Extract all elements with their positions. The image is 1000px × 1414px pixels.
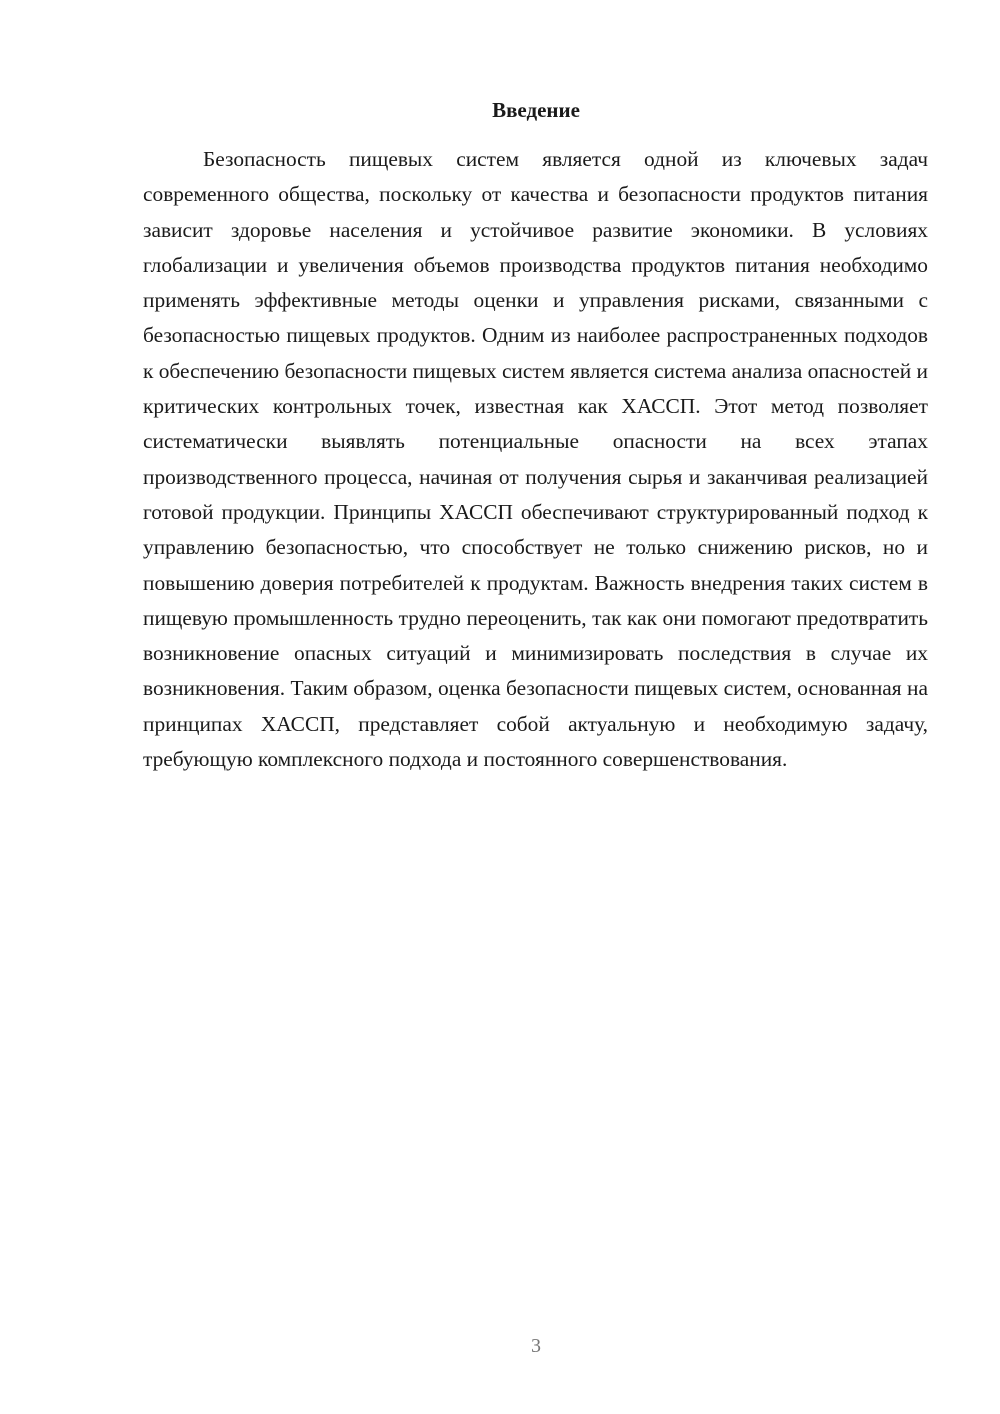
intro-paragraph: Безопасность пищевых систем является одной из ключевых задач современного общества, поскольку от качества и безопасности продуктов питания зависит здоровье населения и устойчивое развитие экономики. В условиях глобализации и увеличения объемов производства продуктов питания необходимо применять эффективные методы оценки и управления рисками, связанными с безопасностью пищевых продуктов. Одним из наиболее распространенных подходов к обеспечению безопасности пищевых систем является система анализа опасностей и критических контрольных точек, известная как ХАССП. Этот метод позволяет систематически выявлять потенциальные опасности на всех этапах производственного процесса, начиная от получения сырья и заканчивая реализацией готовой продукции. Принципы ХАССП обеспечивают структурированный подход к управлению безопасностью, что способствует не только снижению рисков, но и повышению доверия потребителей к продуктам. Важность внедрения таких систем в пищевую промышленность трудно переоценить, так как они помогают предотвратить возникновение опасных ситуаций и минимизировать последствия в случае их возникновения. Таким образом, оценка безопасности пищевых систем, основанная на принципах ХАССП, представляет собой актуальную и необходимую задачу, требующую комплексного подхода и постоянного совершенствования.: [143, 147, 928, 772]
page-number: 3: [531, 1335, 541, 1357]
section-heading: Введение: [492, 98, 580, 122]
